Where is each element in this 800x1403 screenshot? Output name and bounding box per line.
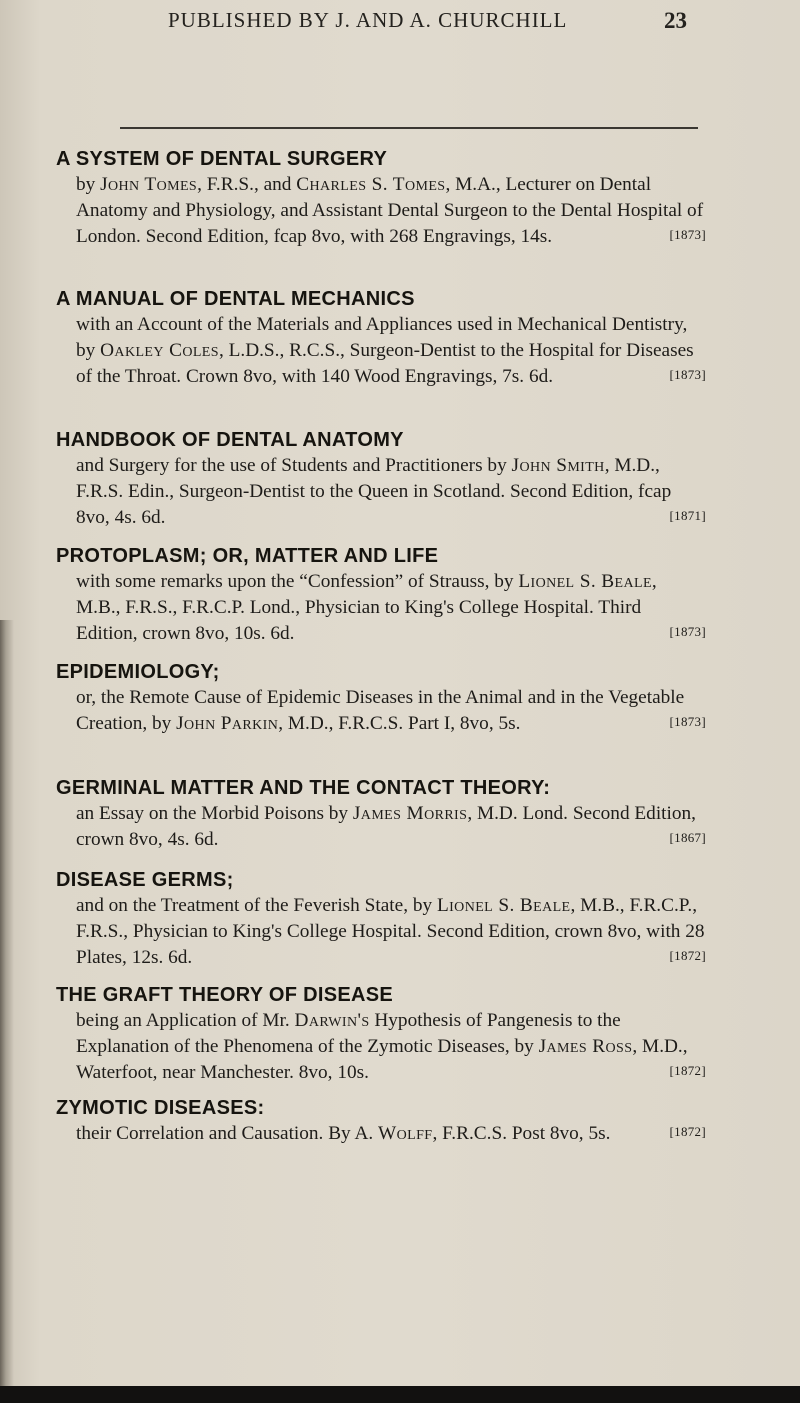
entry-year: [1873] [669, 227, 706, 242]
entry-title: A MANUAL OF DENTAL MECHANICS [56, 288, 415, 310]
entry-year: [1872] [669, 1124, 706, 1139]
entry-description: an Essay on the Morbid Poisons by James Morris, M.D. Lond. Second Edition, crown 8vo, 4s. 6d. [1867] [76, 803, 706, 850]
entry-description: being an Application of Mr. Darwin's Hypothesis of Pangenesis to the Explanation of the Phenomena of the Zymotic Diseases, by James Ross, M.D., Waterfoot, near Manchester. 8vo, 10s. [1872] [76, 1010, 706, 1083]
entry-year: [1867] [669, 830, 706, 845]
entry-year: [1873] [669, 714, 706, 729]
entry-description: and on the Treatment of the Feverish State, by Lionel S. Beale, M.B., F.R.C.P., F.R.S., Physician to King's College Hospital. Second Edition, crown 8vo, with 28 Plates, 12s. 6d. [1872] [76, 895, 706, 968]
catalogue-entry [56, 775, 706, 867]
header-rule [120, 127, 698, 129]
entry-title: ZYMOTIC DISEASES: [56, 1097, 265, 1119]
entry-description: and Surgery for the use of Students and Practitioners by John Smith, M.D., F.R.S. Edin., Surgeon-Dentist to the Queen in Scotland. Second Edition, fcap 8vo, 4s. 6d. [1871] [76, 455, 706, 528]
entry-year: [1872] [669, 948, 706, 963]
entry-title: PROTOPLASM; OR, MATTER AND LIFE [56, 545, 439, 567]
page-gutter-shadow [0, 620, 14, 1403]
entry-description: their Correlation and Causation. By A. Wolff, F.R.C.S. Post 8vo, 5s. [1872] [76, 1121, 706, 1147]
catalogue-entry [56, 659, 706, 775]
entry-year: [1873] [669, 624, 706, 639]
entry-description: or, the Remote Cause of Epidemic Diseases in the Animal and in the Vegetable Creation, by John Parkin, M.D., F.R.C.S. Part I, 8vo, 5s. [1873] [76, 687, 706, 734]
running-head-title: PUBLISHED BY J. AND A. CHURCHILL [168, 8, 568, 32]
page-bottom-edge [0, 1386, 800, 1403]
running-head [0, 8, 800, 38]
catalogue-entry [56, 543, 706, 659]
catalogue-list [56, 146, 706, 1175]
catalogue-entry [56, 867, 706, 982]
entry-title: THE GRAFT THEORY OF DISEASE [56, 984, 394, 1006]
entry-title: GERMINAL MATTER AND THE CONTACT THEORY: [56, 777, 551, 799]
entry-description: by John Tomes, F.R.S., and Charles S. Tomes, M.A., Lecturer on Dental Anatomy and Physiology, and Assistant Dental Surgeon to the Dental Hospital of London. Second Edition, fcap 8vo, with 268 Engravings, 14s. [1873] [76, 174, 706, 247]
catalogue-entry [56, 146, 706, 286]
entry-title: EPIDEMIOLOGY; [56, 661, 220, 683]
catalogue-entry [56, 982, 706, 1095]
entry-description: with some remarks upon the “Confession” of Strauss, by Lionel S. Beale, M.B., F.R.S., F.R.C.P. Lond., Physician to King's College Hospital. Third Edition, crown 8vo, 10s. 6d. [1873] [76, 571, 706, 644]
catalogue-entry [56, 286, 706, 427]
entry-title: DISEASE GERMS; [56, 869, 234, 891]
entry-year: [1871] [669, 508, 706, 523]
catalogue-entry [56, 427, 706, 543]
entry-year: [1872] [669, 1063, 706, 1078]
page-number: 23 [664, 8, 687, 33]
entry-title: HANDBOOK OF DENTAL ANATOMY [56, 429, 404, 451]
catalogue-entry [56, 1095, 706, 1175]
entry-title: A SYSTEM OF DENTAL SURGERY [56, 148, 388, 170]
entry-description: with an Account of the Materials and Appliances used in Mechanical Dentistry, by Oakley Coles, L.D.S., R.C.S., Surgeon-Dentist to the Hospital for Diseases of the Throat. Crown 8vo, with 140 Wood Engravings, 7s. 6d. [1873] [76, 314, 706, 387]
entry-year: [1873] [669, 367, 706, 382]
